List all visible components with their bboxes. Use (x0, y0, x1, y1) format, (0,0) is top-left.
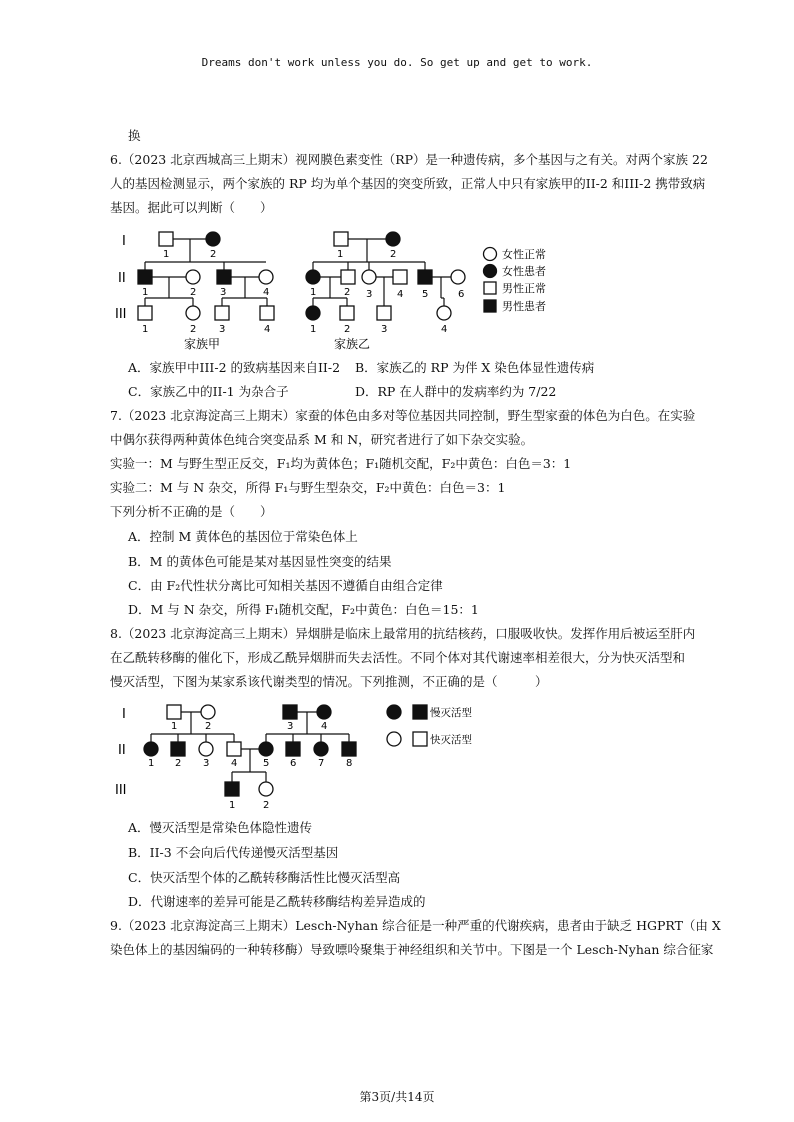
svg-text:7: 7 (318, 758, 325, 769)
q6a-I-1-normal-male (159, 232, 173, 246)
svg-text:1: 1 (171, 721, 178, 732)
legend-fast-female-icon (387, 732, 401, 746)
q8-I-4-slow-female (317, 705, 331, 719)
legend-label-4: 男性患者 (502, 300, 546, 313)
q6-family-b (306, 232, 465, 351)
q8-line-2: 在乙酰转移酶的催化下，形成乙酰异烟肼而失去活性。不同个体对其代谢速率相差很大，分为快灭活型和 (110, 650, 686, 665)
q7-option-c: C．由 F₂代性状分离比可知相关基因不遵循自由组合定律 (128, 578, 443, 593)
svg-text:1: 1 (229, 800, 236, 811)
svg-text:2: 2 (190, 287, 197, 298)
svg-text:3: 3 (381, 324, 388, 335)
svg-text:2: 2 (390, 249, 397, 260)
q7-line-5: 下列分析不正确的是（ ） (110, 504, 273, 519)
svg-text:4: 4 (263, 287, 270, 298)
legend-affected-female-icon (484, 265, 497, 278)
svg-text:1: 1 (337, 249, 344, 260)
q6-gen-label-3: III (115, 307, 127, 322)
legend-normal-female-icon (484, 248, 497, 261)
svg-text:4: 4 (441, 324, 448, 335)
q6-option-c: C．家族乙中的II-1 为杂合子 (128, 384, 289, 399)
q6-family-a (138, 232, 274, 351)
q6a-I-2-affected-female (206, 232, 220, 246)
q6-gen-label-1: I (122, 234, 126, 249)
svg-text:4: 4 (321, 721, 328, 732)
q8-line-1: 8.（2023 北京海淀高三上期末）异烟肼是临床上最常用的抗结核药，口服吸收快。发挥作用后被运至肝内 (110, 626, 696, 641)
q7-line-1: 7.（2023 北京海淀高三上期末）家蚕的体色由多对等位基因共同控制，野生型家蚕的体色为白色。在实验 (110, 408, 696, 423)
svg-text:1: 1 (142, 324, 149, 335)
legend-affected-male-icon (484, 300, 496, 312)
svg-text:6: 6 (458, 289, 465, 300)
svg-text:1: 1 (310, 324, 317, 335)
svg-text:5: 5 (422, 289, 429, 300)
q6a-II-3-affected-male (217, 270, 231, 284)
q8-legend-label-2: 快灭活型 (430, 734, 472, 746)
continuation-text: 换 (128, 128, 141, 143)
svg-text:8: 8 (346, 758, 353, 769)
svg-text:3: 3 (219, 324, 226, 335)
q8-line-3: 慢灭活型，下图为某家系该代谢类型的情况。下列推测，不正确的是（ ） (110, 674, 548, 689)
q6-option-a: A．家族甲中III-2 的致病基因来自II-2 (128, 360, 341, 375)
q6b-III-1-affected-female (306, 306, 320, 320)
q8-II-8-slow-male (342, 742, 356, 756)
svg-text:2: 2 (175, 758, 182, 769)
q6-family-a-label: 家族甲 (184, 337, 221, 351)
page-number-footer: 第3页/共14页 (359, 1090, 435, 1104)
q8-legend (387, 705, 472, 746)
q7-line-3: 实验一：M 与野生型正反交，F₁均为黄体色；F₁随机交配，F₂中黄色：白色＝3：1 (110, 456, 572, 471)
svg-text:2: 2 (344, 287, 351, 298)
q8-gen-label-3: III (115, 783, 127, 798)
legend-label-1: 女性正常 (502, 248, 546, 261)
q7-option-a: A．控制 M 黄体色的基因位于常染色体上 (128, 529, 358, 544)
q8-I-2-fast-female (201, 705, 215, 719)
svg-text:3: 3 (203, 758, 210, 769)
q6a-III-2-normal-female (186, 306, 200, 320)
q6-pedigree-figure (110, 224, 570, 356)
q8-II-4-fast-male (227, 742, 241, 756)
svg-text:5: 5 (263, 758, 270, 769)
svg-text:4: 4 (397, 289, 404, 300)
svg-text:3: 3 (220, 287, 227, 298)
svg-text:2: 2 (210, 249, 217, 260)
q6b-III-3-normal-male (377, 306, 391, 320)
q6b-II-6-normal-female (451, 270, 465, 284)
q8-II-2-slow-male (171, 742, 185, 756)
legend-label-2: 女性患者 (502, 265, 546, 278)
q6-line-1: 6.（2023 北京西城高三上期末）视网膜色素变性（RP）是一种遗传病，多个基因与之有关。对两个家族 22 (110, 152, 708, 167)
q7-option-d: D．M 与 N 杂交，所得 F₁随机交配，F₂中黄色：白色＝15：1 (128, 602, 479, 617)
legend-normal-male-icon (484, 282, 496, 294)
svg-text:2: 2 (344, 324, 351, 335)
q6b-I-1-normal-male (334, 232, 348, 246)
legend-label-3: 男性正常 (502, 282, 546, 295)
q6a-II-4-normal-female (259, 270, 273, 284)
legend-slow-female-icon (387, 705, 401, 719)
q6-legend (484, 247, 547, 313)
svg-text:3: 3 (287, 721, 294, 732)
q8-III-1-slow-male (225, 782, 239, 796)
svg-text:4: 4 (264, 324, 271, 335)
q6b-I-2-affected-female (386, 232, 400, 246)
q7-option-b: B．M 的黄体色可能是某对基因显性突变的结果 (128, 554, 392, 569)
q6-line-2: 人的基因检测显示，两个家族的 RP 均为单个基因的突变所致，正常人中只有家族甲的II-2 和III-2 携带致病 (110, 176, 706, 191)
q7-line-2: 中偶尔获得两种黄体色纯合突变品系 M 和 N，研究者进行了如下杂交实验。 (110, 432, 534, 447)
q6b-III-4-normal-female (437, 306, 451, 320)
svg-text:2: 2 (263, 800, 270, 811)
q6b-II-2-normal-male (341, 270, 355, 284)
q6a-III-4-normal-male (260, 306, 274, 320)
q8-II-1-slow-female (144, 742, 158, 756)
q8-option-b: B．II-3 不会向后代传递慢灭活型基因 (128, 845, 339, 860)
q8-option-d: D．代谢速率的差异可能是乙酰转移酶结构差异造成的 (128, 894, 426, 909)
svg-text:1: 1 (142, 287, 149, 298)
q6-gen-label-2: II (118, 271, 126, 286)
q8-option-c: C．快灭活型个体的乙酰转移酶活性比慢灭活型高 (128, 870, 401, 885)
legend-slow-male-icon (413, 705, 427, 719)
q6a-II-2-normal-female (186, 270, 200, 284)
q6b-II-1-affected-female (306, 270, 320, 284)
svg-text:2: 2 (190, 324, 197, 335)
q6-family-b-label: 家族乙 (334, 337, 371, 351)
q8-II-7-slow-female (314, 742, 328, 756)
q6b-II-3-normal-female (362, 270, 376, 284)
svg-text:1: 1 (310, 287, 317, 298)
legend-fast-male-icon (413, 732, 427, 746)
q6a-III-1-normal-male (138, 306, 152, 320)
q8-gen-label-2: II (118, 743, 126, 758)
q7-line-4: 实验二：M 与 N 杂交，所得 F₁与野生型杂交，F₂中黄色：白色＝3：1 (110, 480, 506, 495)
svg-text:2: 2 (205, 721, 212, 732)
q6b-II-4-normal-male (393, 270, 407, 284)
q8-pedigree-figure (110, 700, 490, 812)
q8-III-2-fast-female (259, 782, 273, 796)
q8-legend-label-1: 慢灭活型 (430, 707, 472, 719)
svg-text:6: 6 (290, 758, 297, 769)
q6b-III-2-normal-male (340, 306, 354, 320)
q8-II-3-fast-female (199, 742, 213, 756)
svg-text:1: 1 (148, 758, 155, 769)
q8-II-5-slow-female (259, 742, 273, 756)
q6a-II-1-affected-male (138, 270, 152, 284)
q6a-III-3-normal-male (215, 306, 229, 320)
svg-text:3: 3 (366, 289, 373, 300)
q9-line-1: 9.（2023 北京海淀高三上期末）Lesch-Nyhan 综合征是一种严重的代谢疾病，患者由于缺乏 HGPRT（由 X (110, 918, 721, 933)
q8-I-1-fast-male (167, 705, 181, 719)
svg-text:4: 4 (231, 758, 238, 769)
q8-gen-label-1: I (122, 707, 126, 722)
q8-II-6-slow-male (286, 742, 300, 756)
q8-I-3-slow-male (283, 705, 297, 719)
q8-option-a: A．慢灭活型是常染色体隐性遗传 (128, 820, 313, 835)
svg-text:1: 1 (163, 249, 170, 260)
q9-line-2: 染色体上的基因编码的一种转移酶）导致嘌呤聚集于神经组织和关节中。下图是一个 Lesch-Nyhan 综合征家 (110, 942, 714, 957)
q6-option-b: B．家族乙的 RP 为伴 X 染色体显性遗传病 (355, 360, 595, 375)
q6-option-d: D．RP 在人群中的发病率约为 7/22 (355, 384, 557, 399)
q6b-II-5-affected-male (418, 270, 432, 284)
q6-line-3: 基因。据此可以判断（ ） (110, 200, 273, 215)
header-motto: Dreams don't work unless you do. So get up and get to work. (201, 56, 593, 69)
